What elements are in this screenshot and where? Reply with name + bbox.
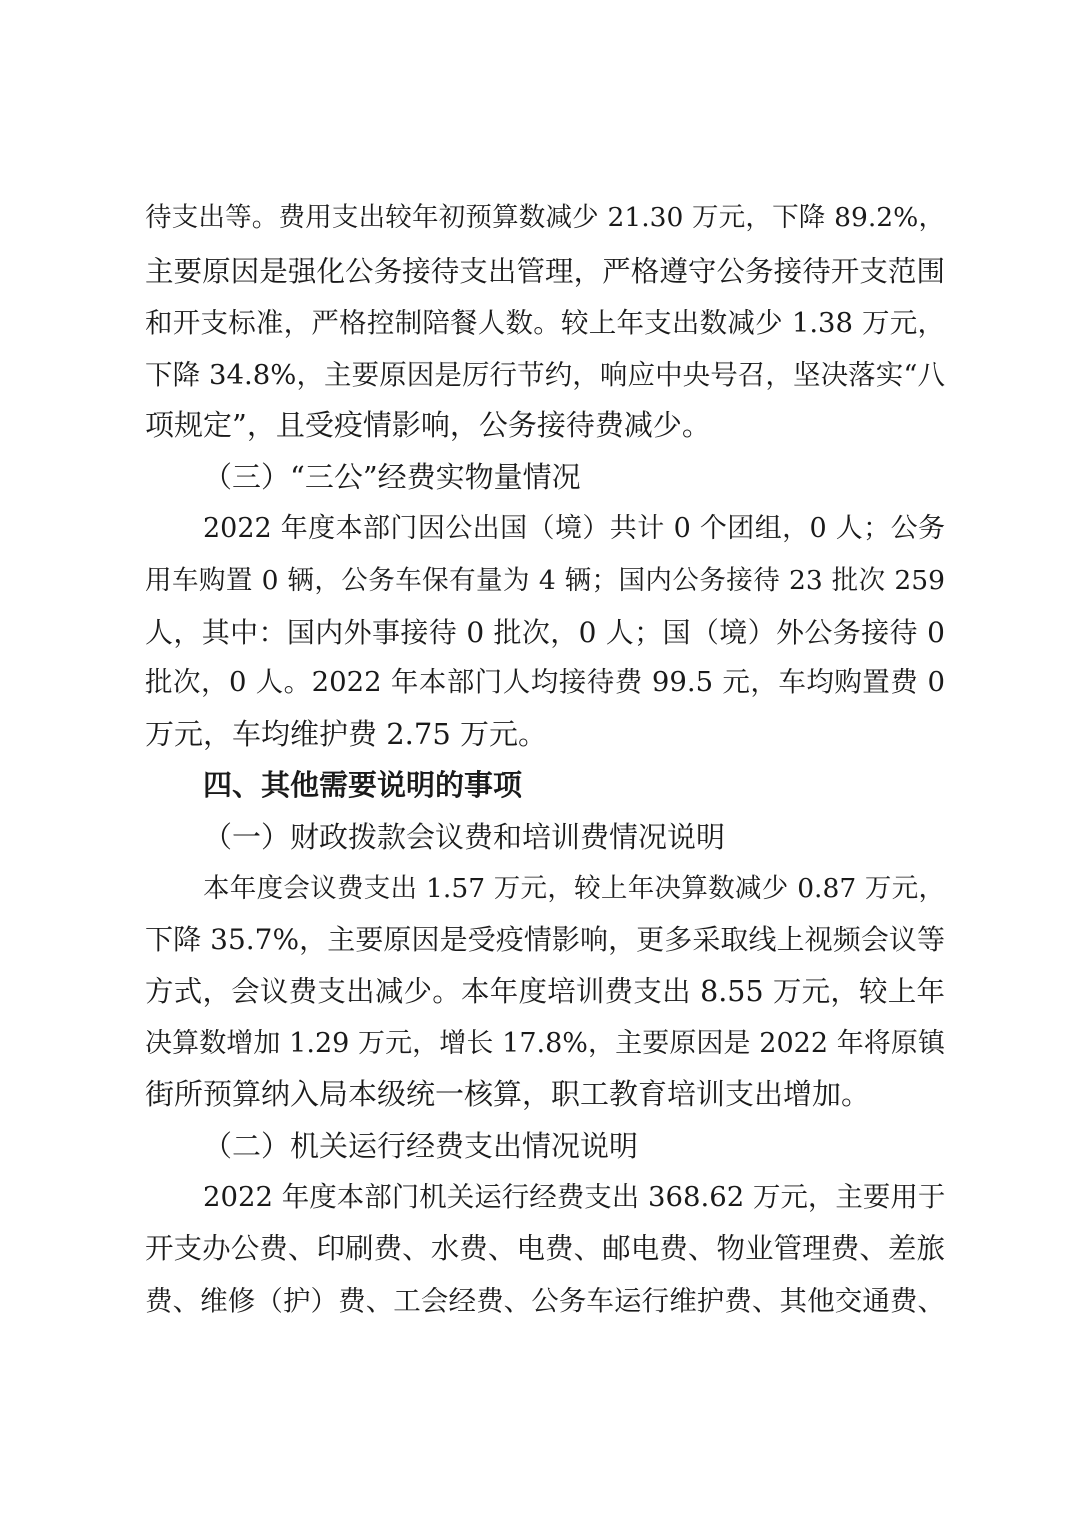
- section-heading: 四、其他需要说明的事项: [203, 768, 523, 802]
- paragraph-line: 开支办公费、印刷费、水费、电费、邮电费、物业管理费、差旅: [145, 1232, 945, 1265]
- paragraph-line: 下降 34.8%，主要原因是厉行节约，响应中央号召，坚决落实“八: [145, 359, 945, 391]
- paragraph-line: 万元，车均维护费 2.75 万元。: [145, 717, 548, 751]
- paragraph-line: 2022 年度本部门机关运行经费支出 368.62 万元，主要用于: [203, 1181, 946, 1213]
- paragraph-line: 费、维修（护）费、工会经费、公务车运行维护费、其他交通费、: [145, 1285, 945, 1317]
- paragraph-line: 决算数增加 1.29 万元，增长 17.8%，主要原因是 2022 年将原镇: [145, 1028, 945, 1059]
- paragraph-line: 项规定”，且受疫情影响，公务接待费减少。: [145, 408, 711, 442]
- paragraph-line: 2022 年度本部门因公出国（境）共计 0 个团组，0 人；公务: [203, 513, 945, 544]
- subsection-heading: （三）“三公”经费实物量情况: [203, 460, 581, 494]
- paragraph-line: 下降 35.7%，主要原因是受疫情影响，更多采取线上视频会议等: [145, 923, 945, 956]
- paragraph-line: 用车购置 0 辆，公务车保有量为 4 辆；国内公务接待 23 批次 259: [145, 565, 945, 596]
- paragraph-line: 人，其中：国内外事接待 0 批次，0 人；国（境）外公务接待 0: [145, 616, 945, 649]
- paragraph-line: 批次，0 人。2022 年本部门人均接待费 99.5 元，车均购置费 0: [145, 666, 945, 698]
- paragraph-line: 本年度会议费支出 1.57 万元，较上年决算数减少 0.87 万元，: [203, 873, 945, 904]
- subsection-heading: （二）机关运行经费支出情况说明: [203, 1129, 639, 1163]
- paragraph-line: 和开支标准，严格控制陪餐人数。较上年支出数减少 1.38 万元，: [145, 307, 945, 339]
- paragraph-line: 方式，会议费支出减少。本年度培训费支出 8.55 万元，较上年: [145, 975, 945, 1008]
- paragraph-line: 主要原因是强化公务接待支出管理，严格遵守公务接待开支范围: [145, 255, 945, 288]
- paragraph-line: 待支出等。费用支出较年初预算数减少 21.30 万元，下降 89.2%，: [145, 202, 945, 233]
- paragraph-line: 街所预算纳入局本级统一核算，职工教育培训支出增加。: [145, 1077, 871, 1111]
- subsection-heading: （一）财政拨款会议费和培训费情况说明: [203, 820, 726, 854]
